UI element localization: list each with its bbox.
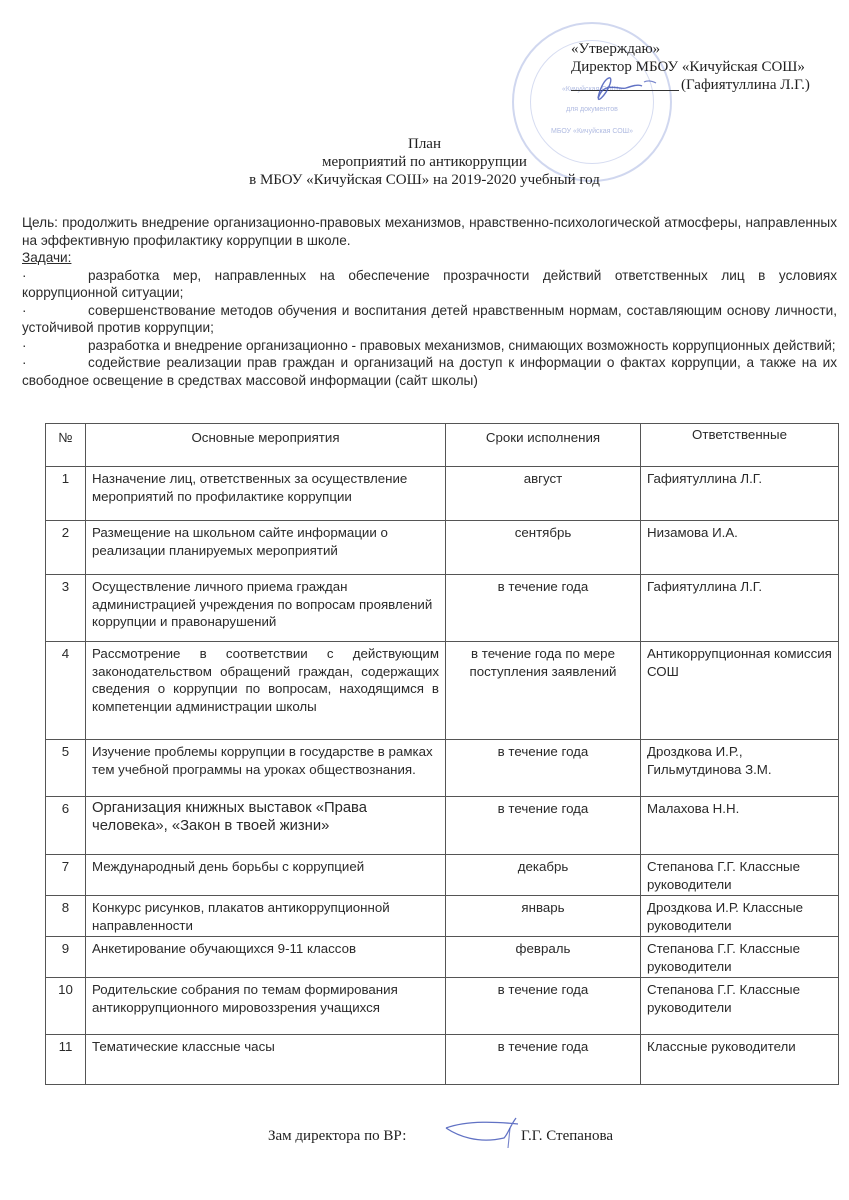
goal-section [22,214,837,389]
row-responsible: Малахова Н.Н. [641,797,839,855]
stamp-text-top: «Кичуйская СОШ» [562,86,622,93]
table-row [46,896,839,937]
table-row [46,467,839,521]
header-term: Сроки исполнения [446,424,641,467]
row-term: сентябрь [446,521,641,575]
row-number: 3 [46,575,86,642]
title-line-2: мероприятий по антикоррупции [322,154,527,170]
row-activity: Анкетирование обучающихся 9-11 классов [86,937,446,978]
row-activity: Изучение проблемы коррупции в государстве в рамках тем учебной программы на уроках обществознания. [86,740,446,797]
table-header-row [46,424,839,467]
row-term: август [446,467,641,521]
row-term: в течение года [446,1035,641,1085]
row-responsible: Гафиятуллина Л.Г. [641,575,839,642]
stamp-text-bottom: МБОУ «Кичуйская СОШ» [551,128,633,135]
row-responsible: Дроздкова И.Р. Классные руководители [641,896,839,937]
row-activity: Организация книжных выставок «Права человека», «Закон в твоей жизни» [86,797,446,855]
row-number: 7 [46,855,86,896]
row-number: 11 [46,1035,86,1085]
footer-position: Зам директора по ВР: [268,1128,407,1144]
director-signature-icon [580,68,660,108]
table-row [46,1035,839,1085]
row-number: 5 [46,740,86,797]
header-responsible: Ответственные [641,424,839,467]
row-responsible: Дроздкова И.Р., Гильмутдинова З.М. [641,740,839,797]
row-responsible: Гафиятуллина Л.Г. [641,467,839,521]
row-term: в течение года [446,797,641,855]
row-activity: Тематические классные часы [86,1035,446,1085]
row-term: в течение года [446,575,641,642]
row-activity: Назначение лиц, ответственных за осуществление мероприятий по профилактике коррупции [86,467,446,521]
document-title [0,135,849,189]
bullet-icon: · [22,302,27,318]
row-activity: Размещение на школьном сайте информации о реализации планируемых мероприятий [86,521,446,575]
row-term: январь [446,896,641,937]
table-row [46,797,839,855]
header-number: № [46,424,86,467]
table-row [46,740,839,797]
approval-position: Директор МБОУ «Кичуйская СОШ» [571,59,805,75]
row-responsible: Классные руководители [641,1035,839,1085]
bullet-icon: · [22,337,27,353]
row-number: 1 [46,467,86,521]
row-number: 6 [46,797,86,855]
tasks-title: Задачи: [22,250,72,265]
approval-title: «Утверждаю» [571,41,661,57]
row-activity: Конкурс рисунков, плакатов антикоррупционной направленности [86,896,446,937]
director-name: (Гафиятуллина Л.Г.) [681,77,810,93]
row-activity: Международный день борьбы с коррупцией [86,855,446,896]
row-responsible: Степанова Г.Г. Классные руководители [641,855,839,896]
row-number: 4 [46,642,86,740]
row-responsible: Антикоррупционная комиссия СОШ [641,642,839,740]
row-number: 9 [46,937,86,978]
table-row [46,642,839,740]
title-line-3: в МБОУ «Кичуйская СОШ» на 2019-2020 учебный год [249,172,600,188]
task-item: · разработка и внедрение организационно - правовых механизмов, снимающих возможность коррупционных действий; [22,337,836,353]
header-activity: Основные мероприятия [86,424,446,467]
bullet-icon: · [22,267,27,283]
row-activity: Родительские собрания по темам формирования антикоррупционного мировоззрения учащихся [86,978,446,1035]
row-responsible: Степанова Г.Г. Классные руководители [641,937,839,978]
task-item: · совершенствование методов обучения и воспитания детей нравственным нормам, составляющим основу личности, устойчивой против коррупции; [22,302,837,335]
row-responsible: Низамова И.А. [641,521,839,575]
table-row [46,978,839,1035]
table-row [46,937,839,978]
goal-text: Цель: продолжить внедрение организационно-правовых механизмов, нравственно-психологической атмосферы, направленных на эффективную профилактику коррупции в школе. [22,215,837,248]
row-term: в течение года [446,978,641,1035]
task-item: · содействие реализации прав граждан и организаций на доступ к информации о фактах коррупции, а также на их свободное освещение в средствах массовой информации (сайт школы) [22,355,837,388]
deputy-name: Г.Г. Степанова [521,1128,613,1144]
stamp-text-mid: для документов [566,106,618,113]
row-number: 8 [46,896,86,937]
row-activity: Осуществление личного приема граждан администрацией учреждения по вопросам проявлений коррупции и правонарушений [86,575,446,642]
table-row [46,521,839,575]
row-number: 2 [46,521,86,575]
row-term: в течение года по мере поступления заявлений [446,642,641,740]
title-line-1: План [407,136,441,152]
row-responsible: Степанова Г.Г. Классные руководители [641,978,839,1035]
table-row [46,575,839,642]
table-row [46,855,839,896]
row-activity: Рассмотрение в соответствии с действующим законодательством обращений граждан, содержащих сведения о коррупции по вопросам, находящимся в компетенции администрации школы [86,642,446,740]
row-term: февраль [446,937,641,978]
row-term: в течение года [446,740,641,797]
deputy-signature-icon [438,1114,528,1150]
row-number: 10 [46,978,86,1035]
task-item: · разработка мер, направленных на обеспечение прозрачности действий ответственных лиц в условиях коррупционной ситуации; [22,267,837,300]
bullet-icon: · [22,355,27,370]
plan-table [45,423,839,1085]
row-term: декабрь [446,855,641,896]
